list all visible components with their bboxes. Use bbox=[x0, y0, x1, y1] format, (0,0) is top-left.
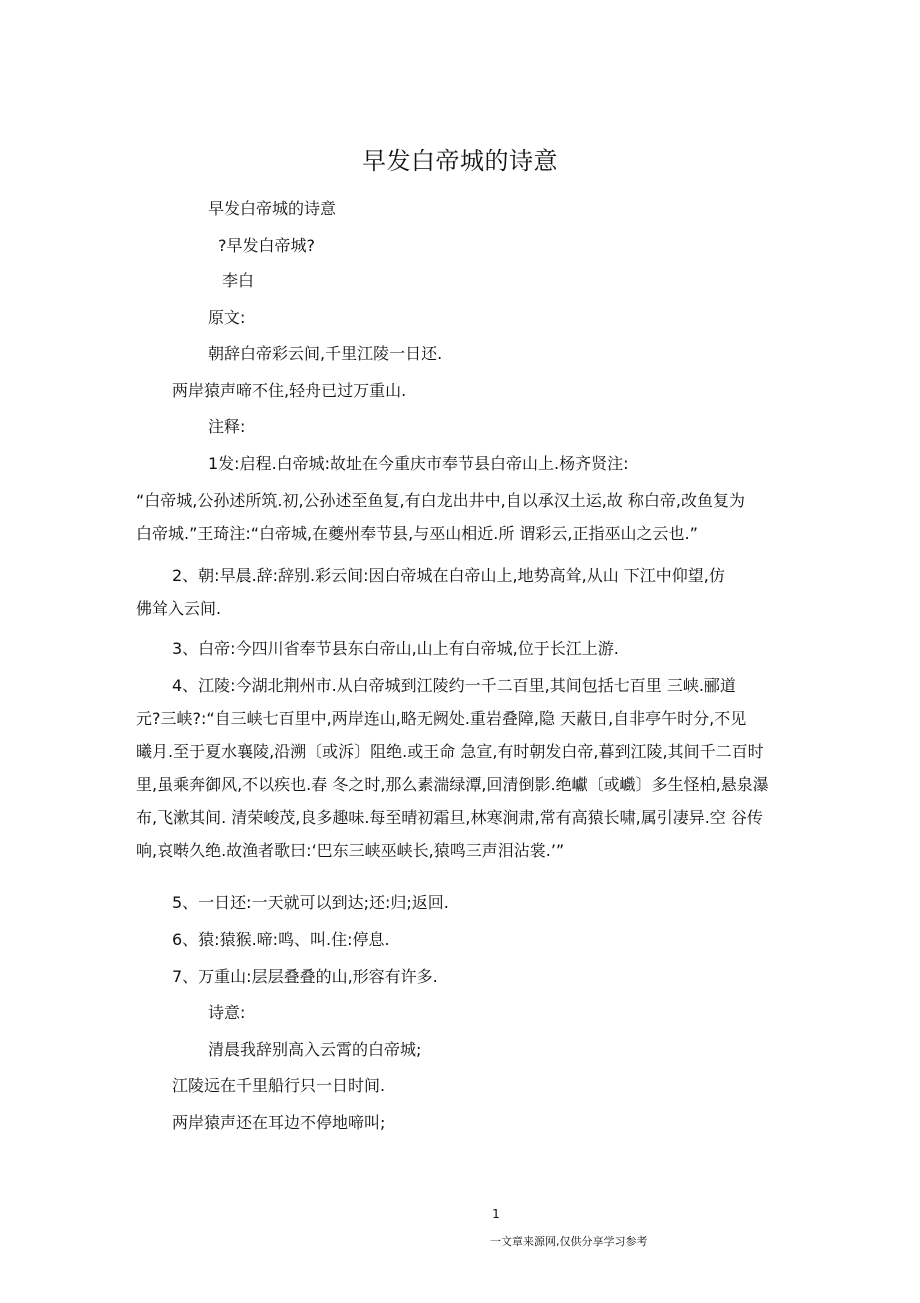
paragraph-line: “白帝城,公孙述所筑.初,公孙述至鱼复,有白龙出井中,自以承汉土运,故 称白帝,改鱼复为 bbox=[136, 491, 745, 510]
paragraph-line: 布,飞漱其间. 清荣峻茂,良多趣味.每至晴初霜旦,林寒涧肃,常有高猿长啸,属引凄异.空 谷传 bbox=[136, 808, 763, 827]
poem-author-line: 李白 bbox=[222, 271, 255, 290]
paragraph-line: 2、朝:早晨.辞:辞别.彩云间:因白帝城在白帝山上,地势高耸,从山 下江中仰望,仿 bbox=[172, 566, 725, 585]
meaning-line-3: 两岸猿声还在耳边不停地啼叫; bbox=[172, 1113, 386, 1132]
meaning-heading: 诗意: bbox=[208, 1003, 246, 1022]
paragraph-line: 白帝城.”王琦注:“白帝城,在夔州奉节县,与巫山相近.所 谓彩云,正指巫山之云也.” bbox=[136, 524, 698, 543]
meaning-line-2: 江陵远在千里船行只一日时间. bbox=[172, 1076, 386, 1095]
note-1-line: 1发:启程.白帝城:故址在今重庆市奉节县白帝山上.杨齐贤注: bbox=[208, 454, 629, 473]
note-7-line: 7、万重山:层层叠叠的山,形容有许多. bbox=[172, 967, 438, 986]
page-number: 1 bbox=[492, 1207, 500, 1221]
poem-line-2: 两岸猿声啼不住,轻舟已过万重山. bbox=[172, 381, 407, 400]
note-5-line: 5、一日还:一天就可以到达;还:归;返回. bbox=[172, 893, 449, 912]
note-3-line: 3、白帝:今四川省奉节县东白帝山,山上有白帝城,位于长江上游. bbox=[172, 639, 619, 658]
paragraph-line: 响,哀啭久绝.故渔者歌曰:‘巴东三峡巫峡长,猿鸣三声泪沾裳.’” bbox=[136, 841, 565, 860]
note-6-line: 6、猿:猿猴.啼:鸣、叫.住:停息. bbox=[172, 930, 390, 949]
notes-heading: 注释: bbox=[208, 417, 246, 436]
paragraph-line: 曦月.至于夏水襄陵,沿溯〔或泝〕阻绝.或王命 急宣,有时朝发白帝,暮到江陵,其间千二百时 bbox=[136, 742, 764, 761]
footer-note: 一文章来源网,仅供分享学习参考 bbox=[490, 1235, 648, 1248]
note-2-paragraph bbox=[136, 559, 792, 625]
meaning-line-1: 清晨我辞别高入云霄的白帝城; bbox=[208, 1040, 422, 1059]
poem-title-line: ?早发白帝城? bbox=[218, 236, 315, 255]
paragraph-line: 元?三峡?:“自三峡七百里中,两岸连山,略无阙处.重岩叠障,隐 天蔽日,自非亭午时分,不见 bbox=[136, 709, 747, 728]
original-text-heading: 原文: bbox=[208, 308, 246, 327]
page-title: 早发白帝城的诗意 bbox=[362, 147, 558, 175]
paragraph-line: 4、江陵:今湖北荆州市.从白帝城到江陵约一千二百里,其间包括七百里 三峡.郦道 bbox=[172, 676, 736, 695]
note-1-quote-paragraph bbox=[136, 484, 792, 550]
poem-line-1: 朝辞白帝彩云间,千里江陵一日还. bbox=[208, 344, 443, 363]
subtitle-line: 早发白帝城的诗意 bbox=[208, 199, 337, 218]
paragraph-line: 里,虽乘奔御风,不以疾也.春 冬之时,那么素湍绿潭,回清倒影.绝巘〔或巇〕多生怪柏,悬泉瀑 bbox=[136, 775, 769, 794]
note-4-paragraph bbox=[136, 669, 792, 867]
paragraph-line: 佛耸入云间. bbox=[136, 599, 222, 618]
